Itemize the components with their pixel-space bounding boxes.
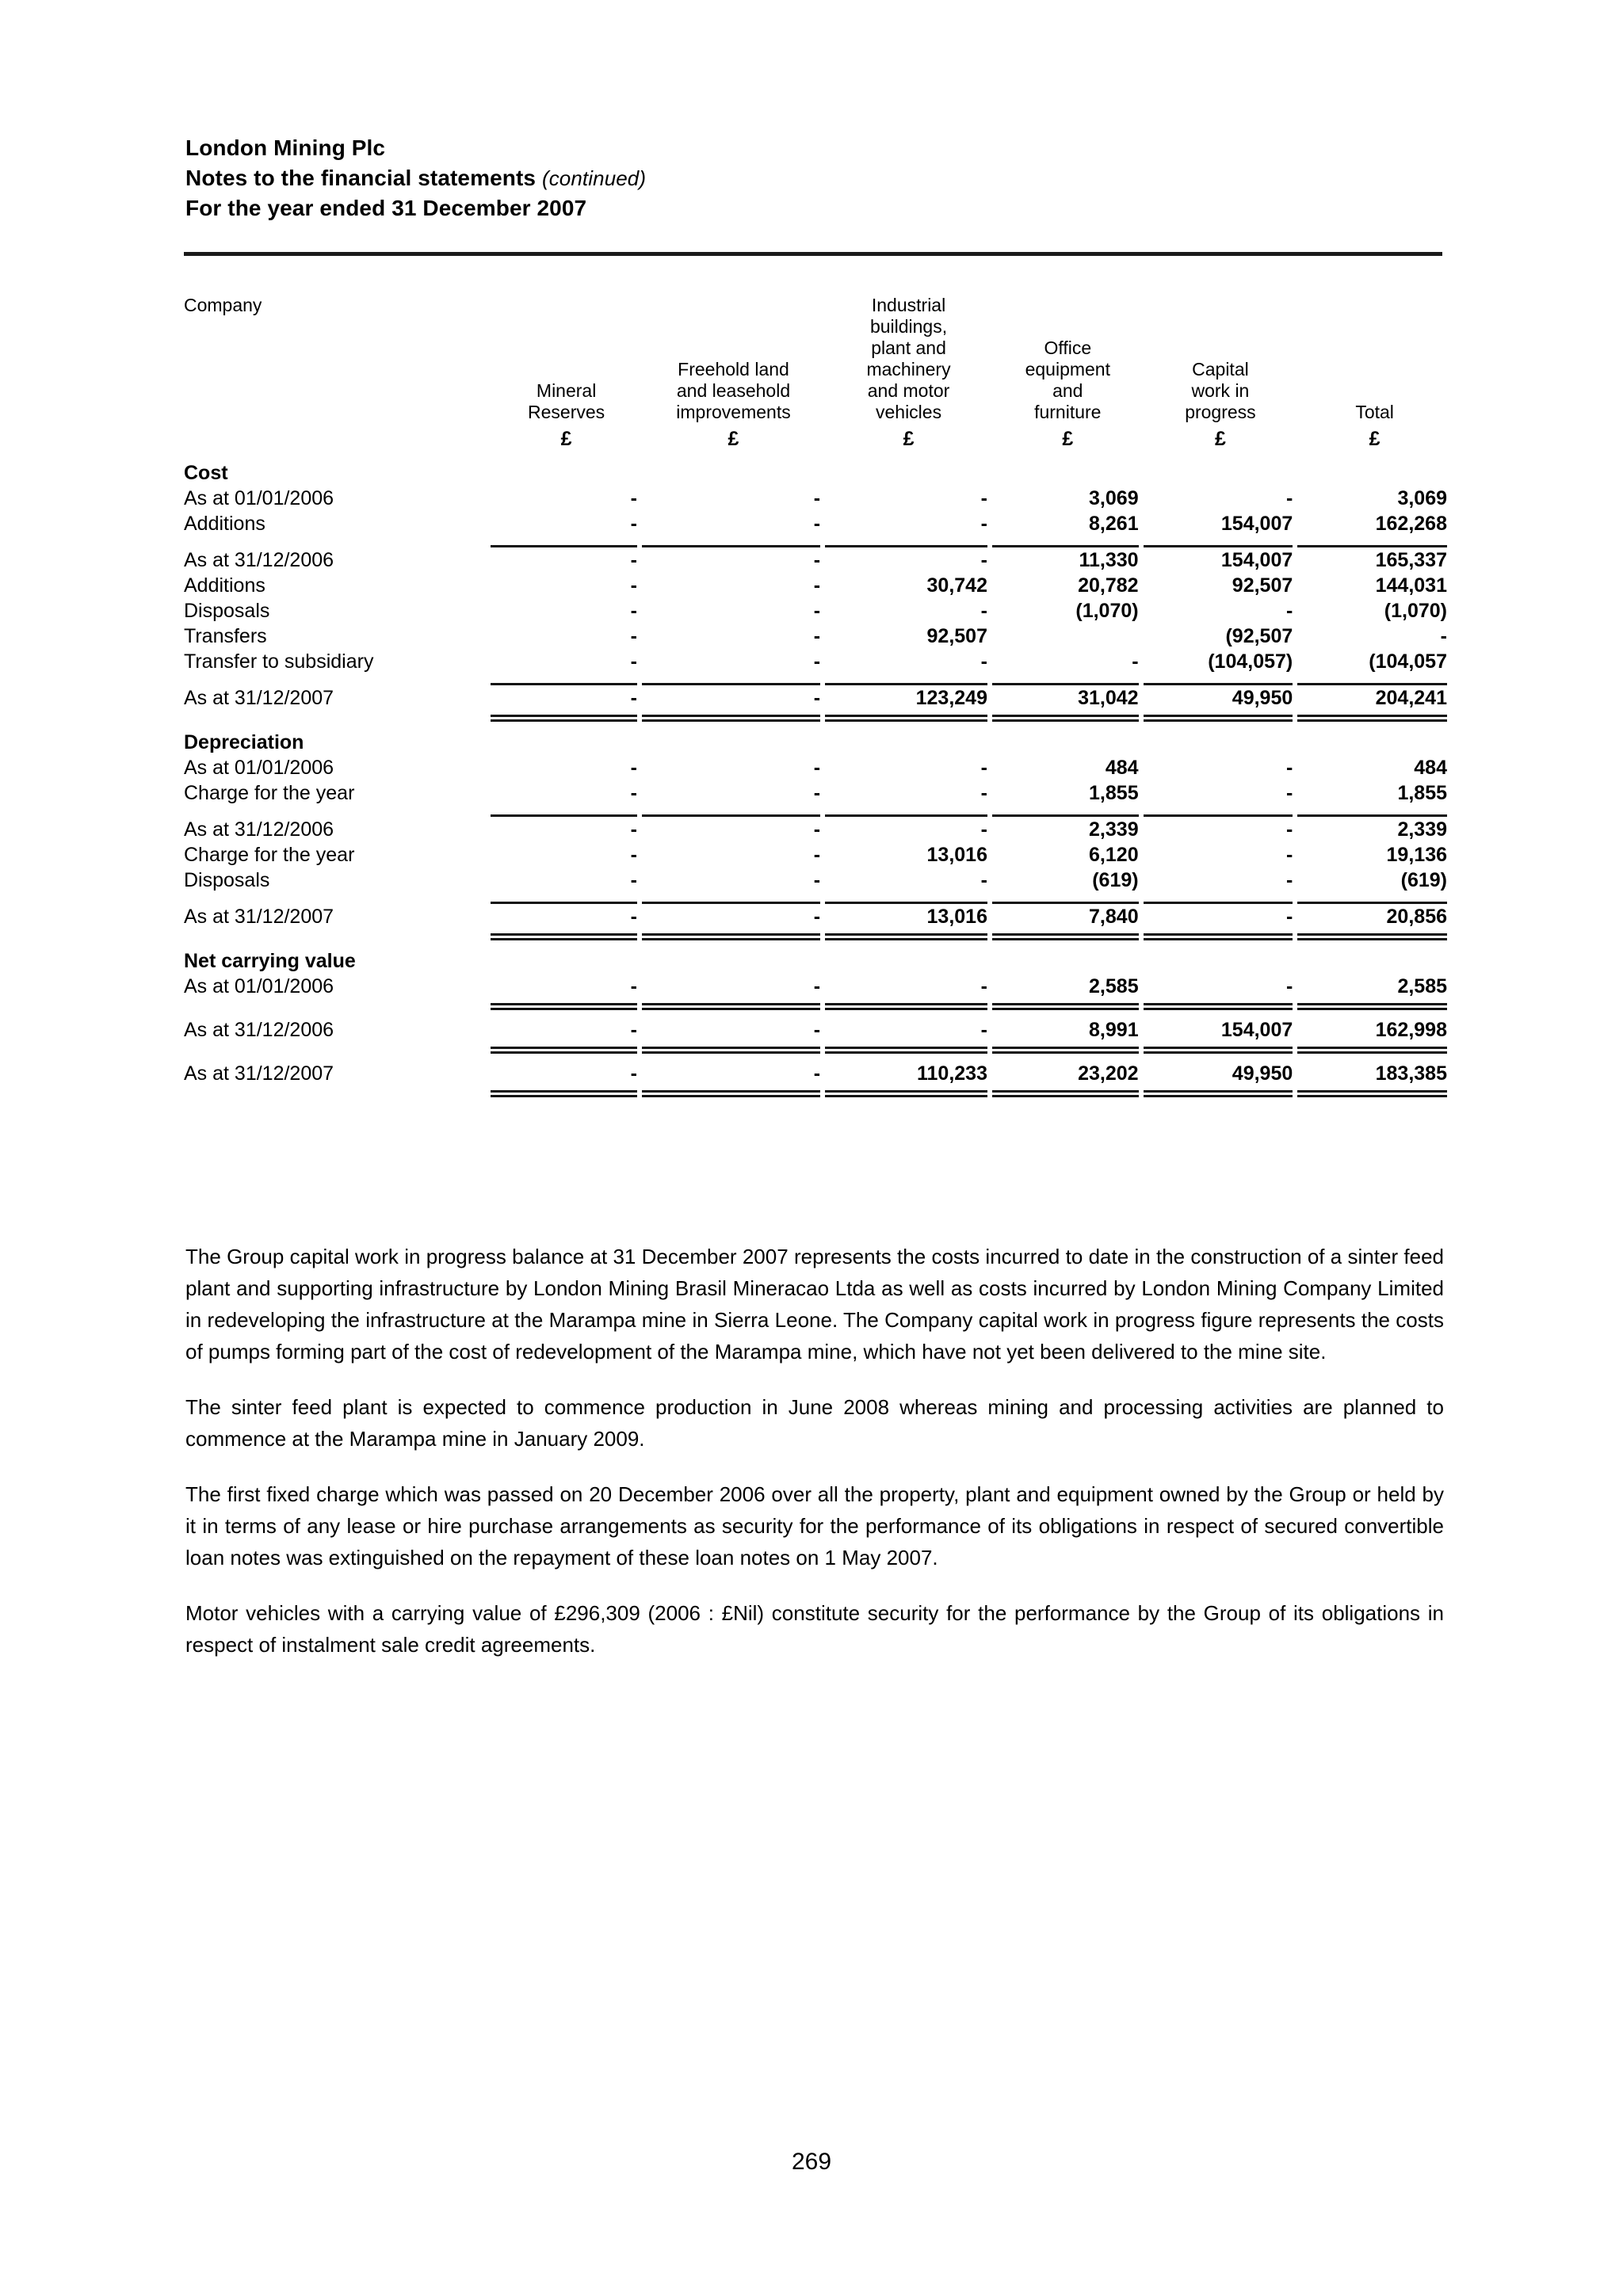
cell-value: 154,007 [1220, 549, 1293, 571]
section-title-row [184, 722, 1452, 755]
currency-symbol: £ [1062, 428, 1074, 450]
cell-value: - [813, 487, 821, 509]
cell-value: - [980, 869, 987, 891]
cell-value: 162,268 [1375, 513, 1447, 535]
row-label: Additions [184, 513, 265, 535]
cell-value: 162,998 [1375, 1019, 1447, 1041]
subtotal-rule [184, 806, 1452, 817]
cell-value: - [1285, 487, 1293, 509]
cell-value: 154,007 [1220, 513, 1293, 535]
cell-value: 20,856 [1386, 906, 1447, 928]
row-label: Transfers [184, 625, 267, 647]
paragraph-motor-vehicles: Motor vehicles with a carrying value of £296,309 (2006 : £Nil) constitute security for the performance by the Group of its obligations in respect of instalment sale credit agreements. [185, 1601, 1444, 1657]
cell-value: - [980, 600, 987, 622]
row-label: Disposals [184, 600, 270, 622]
notes-continued: (continued) [541, 166, 647, 190]
hdr-line: vehicles [875, 402, 942, 422]
cell-value: (104,057 [1369, 650, 1447, 673]
cell-value: - [1285, 757, 1293, 779]
paragraph-fixed-charge: The first fixed charge which was passed on 20 December 2006 over all the property, plant and equipment owned by the Group or held by it in terms of any lease or hire purchase arrangements as security for the performance of its obligations in respect of secured convertible loan notes was extinguished on the repayment of these loan notes on 1 May 2007. [185, 1482, 1444, 1569]
hdr-line: Total [1355, 402, 1394, 422]
cell-value: 31,042 [1078, 687, 1139, 709]
cell-value: - [1285, 818, 1293, 841]
table-row [184, 755, 1452, 780]
cell-value: 23,202 [1078, 1062, 1139, 1085]
cell-value: 13,016 [926, 906, 987, 928]
section-title-cost: Cost [184, 462, 228, 484]
cell-value: - [630, 844, 637, 866]
subtotal-rule [184, 536, 1452, 547]
cell-value: 49,950 [1232, 687, 1293, 709]
total-rule-double [184, 999, 1452, 1010]
cell-value: 183,385 [1375, 1062, 1447, 1085]
cell-value: - [980, 487, 987, 509]
row-label: As at 31/12/2006 [184, 549, 334, 571]
row-label: Additions [184, 574, 265, 597]
total-rule-double [184, 711, 1452, 722]
currency-row [184, 423, 1452, 452]
cell-value: 8,991 [1089, 1019, 1139, 1041]
cell-value: - [630, 574, 637, 597]
row-label: Charge for the year [184, 844, 355, 866]
cell-value: - [980, 757, 987, 779]
cell-value: 110,233 [916, 1062, 987, 1085]
section-title-depreciation: Depreciation [184, 731, 304, 753]
cell-value: 7,840 [1089, 906, 1139, 928]
table-row [184, 1061, 1452, 1086]
hdr-line: machinery [866, 359, 951, 379]
table-row [184, 868, 1452, 893]
hdr-line: Office [1044, 338, 1092, 358]
cell-value: 92,507 [1232, 574, 1293, 597]
cell-value: - [813, 549, 821, 571]
table-row [184, 624, 1452, 649]
cell-value: - [630, 906, 637, 928]
cell-value: - [630, 650, 637, 673]
cell-value: 92,507 [926, 625, 987, 647]
cell-value: - [1132, 650, 1139, 673]
cell-value: 1,855 [1397, 782, 1447, 804]
cell-value: 13,016 [926, 844, 987, 866]
cell-value: - [980, 650, 987, 673]
cell-value: - [630, 513, 637, 535]
cell-value: 165,337 [1375, 549, 1447, 571]
col-header-office-equipment [992, 295, 1144, 423]
currency-symbol: £ [1214, 428, 1226, 450]
table-row [184, 817, 1452, 842]
cell-value: 204,241 [1375, 687, 1447, 709]
table-row [184, 649, 1452, 674]
row-label: Transfer to subsidiary [184, 650, 374, 673]
cell-value: 20,782 [1078, 574, 1139, 597]
row-label: As at 31/12/2007 [184, 906, 334, 928]
cell-value: - [1285, 844, 1293, 866]
col-header-industrial-buildings [825, 295, 992, 423]
table-row [184, 598, 1452, 624]
section-title-net-carrying-value: Net carrying value [184, 950, 356, 972]
cell-value: - [630, 1019, 637, 1041]
col-header-capital-wip [1144, 295, 1298, 423]
cell-value: 123,249 [915, 687, 987, 709]
col-header-company: Company [184, 295, 262, 315]
hdr-line: equipment [1025, 359, 1110, 379]
cell-value: 154,007 [1220, 1019, 1293, 1041]
cell-value: - [813, 513, 821, 535]
cell-value: - [630, 818, 637, 841]
table-row [184, 486, 1452, 511]
cell-value: 2,339 [1397, 818, 1447, 841]
cell-value: 49,950 [1232, 1062, 1293, 1085]
hdr-line: progress [1185, 402, 1256, 422]
row-label: As at 01/01/2006 [184, 975, 334, 997]
paragraph-sinter-feed-plant: The sinter feed plant is expected to commence production in June 2008 whereas mining and processing activities are planned to commence at the Marampa mine in January 2009. [185, 1395, 1444, 1451]
hdr-line: work in [1191, 380, 1250, 401]
period-line: For the year ended 31 December 2007 [185, 196, 587, 220]
cell-value: - [980, 549, 987, 571]
row-label: As at 01/01/2006 [184, 487, 334, 509]
cell-value: - [813, 625, 821, 647]
cell-value: - [813, 1019, 821, 1041]
row-label: As at 31/12/2007 [184, 1062, 334, 1085]
cell-value: 2,585 [1397, 975, 1447, 997]
cell-value: 484 [1105, 757, 1139, 779]
row-label: As at 31/12/2006 [184, 1019, 334, 1041]
cell-value: (619) [1092, 869, 1139, 891]
cell-value: 19,136 [1386, 844, 1447, 866]
row-label: As at 31/12/2007 [184, 687, 334, 709]
row-label: As at 31/12/2006 [184, 818, 334, 841]
cell-value: 2,339 [1089, 818, 1139, 841]
section-title-row [184, 940, 1452, 974]
table-row [184, 685, 1452, 711]
cell-value: - [813, 757, 821, 779]
cell-value: - [630, 487, 637, 509]
cell-value: - [1285, 975, 1293, 997]
cell-value: - [980, 818, 987, 841]
cell-value: (1,070) [1384, 600, 1447, 622]
col-header-mineral-reserves [491, 295, 642, 423]
cell-value: 484 [1414, 757, 1447, 779]
table-row [184, 573, 1452, 598]
table-row [184, 780, 1452, 806]
currency-symbol: £ [727, 428, 739, 450]
col-header-total [1297, 295, 1452, 423]
cell-value: - [813, 687, 821, 709]
cell-value: - [1440, 625, 1447, 647]
cell-value: 30,742 [926, 574, 987, 597]
cell-value: - [813, 818, 821, 841]
table-header-row [184, 295, 1452, 423]
table-row [184, 511, 1452, 536]
cell-value: 2,585 [1089, 975, 1139, 997]
company-name: London Mining Plc [185, 135, 386, 160]
row-label: Disposals [184, 869, 270, 891]
cell-value: - [630, 869, 637, 891]
hdr-line: and [1052, 380, 1083, 401]
paragraph-capital-wip: The Group capital work in progress balance at 31 December 2007 represents the costs incurred to date in the construction of a sinter feed plant and supporting infrastructure by London Mining Brasil Mineracao Ltda as well as costs incurred by London Mining Company Limited in redeveloping the infrastructure at the Marampa mine in Sierra Leone. The Company capital work in progress figure represents the costs of pumps forming part of the cost of redevelopment of the Marampa mine, which have not yet been delivered to the mine site. [185, 1245, 1444, 1363]
cell-value: - [630, 625, 637, 647]
cell-value: - [980, 1019, 987, 1041]
cell-value: - [813, 975, 821, 997]
cell-value: - [813, 1062, 821, 1085]
table-row [184, 974, 1452, 999]
cell-value: - [813, 906, 821, 928]
cell-value: (619) [1400, 869, 1447, 891]
page-number: 269 [791, 2149, 832, 2175]
ppe-table [184, 295, 1452, 1097]
hdr-line: Reserves [528, 402, 605, 422]
hdr-line: and leasehold [676, 380, 791, 401]
table-row [184, 904, 1452, 929]
currency-symbol: £ [560, 428, 572, 450]
cell-value: (104,057) [1208, 650, 1293, 673]
cell-value: - [630, 687, 637, 709]
col-header-freehold-land [642, 295, 825, 423]
hdr-line: and motor [867, 380, 950, 401]
header-divider [184, 252, 1442, 256]
row-spacer [184, 1010, 1452, 1017]
cell-value: 11,330 [1079, 549, 1139, 571]
cell-value: - [630, 975, 637, 997]
cell-value: - [1285, 906, 1293, 928]
cell-value: - [630, 782, 637, 804]
cell-value: - [980, 513, 987, 535]
section-title-row [184, 452, 1452, 486]
row-spacer [184, 1054, 1452, 1061]
hdr-line: Industrial [871, 295, 946, 315]
hdr-line: Freehold land [678, 359, 789, 379]
cell-value: - [813, 600, 821, 622]
hdr-line: plant and [871, 338, 946, 358]
table-row [184, 842, 1452, 868]
cell-value: 8,261 [1089, 513, 1139, 535]
cell-value: 6,120 [1089, 844, 1139, 866]
hdr-line: improvements [676, 402, 791, 422]
cell-value: (92,507 [1225, 625, 1293, 647]
cell-value: - [630, 600, 637, 622]
cell-value: - [813, 574, 821, 597]
cell-value: 3,069 [1397, 487, 1447, 509]
subtotal-rule [184, 674, 1452, 685]
currency-symbol: £ [903, 428, 915, 450]
row-label: As at 01/01/2006 [184, 757, 334, 779]
cell-value: - [630, 1062, 637, 1085]
hdr-line: Mineral [536, 380, 597, 401]
cell-value: - [980, 782, 987, 804]
notes-title-line [185, 163, 1453, 193]
cell-value: (1,070) [1075, 600, 1139, 622]
cell-value: - [813, 650, 821, 673]
currency-spacer [184, 423, 491, 452]
total-rule-double [184, 1086, 1452, 1097]
cell-value: - [630, 757, 637, 779]
currency-symbol: £ [1369, 428, 1381, 450]
table-row [184, 1017, 1452, 1043]
row-label: Charge for the year [184, 782, 355, 804]
total-rule-double [184, 1043, 1452, 1054]
cell-value: - [1285, 600, 1293, 622]
cell-value: - [1285, 782, 1293, 804]
cell-value: - [813, 844, 821, 866]
total-rule-double [184, 929, 1452, 940]
document-heading [185, 133, 1453, 223]
cell-value: 144,031 [1375, 574, 1447, 597]
notes-body [185, 1241, 1444, 1661]
subtotal-rule [184, 893, 1452, 904]
table-row [184, 547, 1452, 573]
cell-value: 1,855 [1089, 782, 1139, 804]
notes-title: Notes to the financial statements [185, 166, 537, 190]
cell-value [992, 624, 1144, 649]
cell-value: - [813, 869, 821, 891]
cell-value: - [813, 782, 821, 804]
cell-value: - [980, 975, 987, 997]
cell-value: - [630, 549, 637, 571]
cell-value: - [1285, 869, 1293, 891]
hdr-line: buildings, [869, 316, 948, 337]
hdr-line: Capital [1192, 359, 1249, 379]
cell-value: 3,069 [1089, 487, 1139, 509]
hdr-line: furniture [1034, 402, 1102, 422]
